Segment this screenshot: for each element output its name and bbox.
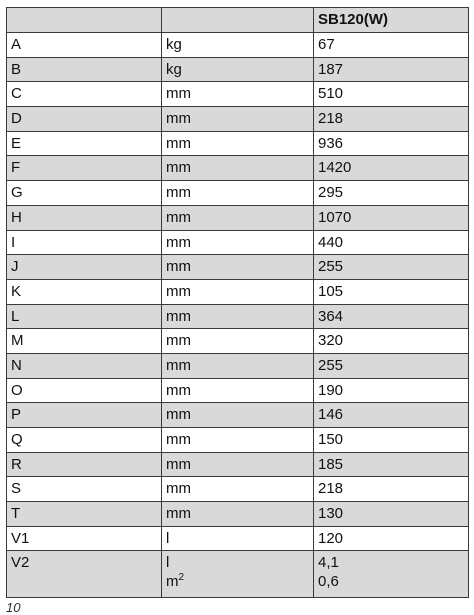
table-row [7, 131, 469, 156]
row-unit: mm [162, 156, 314, 181]
table-row [7, 452, 469, 477]
row-value: 105 [314, 279, 469, 304]
table-row [7, 329, 469, 354]
row-value: 185 [314, 452, 469, 477]
table-row [7, 255, 469, 280]
row-label: J [7, 255, 162, 280]
row-value: 255 [314, 255, 469, 280]
row-value: 218 [314, 477, 469, 502]
row-value: 67 [314, 33, 469, 58]
row-unit: mm [162, 107, 314, 132]
row-label: V2 [7, 551, 162, 598]
unit-litre: l [166, 554, 170, 572]
row-label: I [7, 230, 162, 255]
table-row [7, 477, 469, 502]
page-number: 10 [6, 600, 21, 615]
row-label: N [7, 353, 162, 378]
row-label: F [7, 156, 162, 181]
table-row [7, 57, 469, 82]
row-value: 187 [314, 57, 469, 82]
row-value: 936 [314, 131, 469, 156]
row-value: 130 [314, 502, 469, 527]
row-label: O [7, 378, 162, 403]
row-unit: kg [162, 57, 314, 82]
row-label: H [7, 205, 162, 230]
unit-base: m [166, 573, 179, 591]
row-label: T [7, 502, 162, 527]
row-label: E [7, 131, 162, 156]
row-unit: mm [162, 403, 314, 428]
row-value: 320 [314, 329, 469, 354]
row-value: 150 [314, 428, 469, 453]
row-label: L [7, 304, 162, 329]
row-label: M [7, 329, 162, 354]
row-value: 510 [314, 82, 469, 107]
row-label: D [7, 107, 162, 132]
row-unit: mm [162, 279, 314, 304]
row-value: 146 [314, 403, 469, 428]
table-row [7, 304, 469, 329]
table-row [7, 502, 469, 527]
table-row [7, 353, 469, 378]
table-row [7, 156, 469, 181]
table-row-v2 [7, 551, 469, 598]
row-label: Q [7, 428, 162, 453]
row-label: K [7, 279, 162, 304]
row-label: P [7, 403, 162, 428]
header-unit-cell [162, 8, 314, 33]
header-model-cell: SB120(W) [314, 8, 469, 33]
value-litre: 4,1 [318, 554, 339, 572]
row-value: 440 [314, 230, 469, 255]
row-value [314, 551, 469, 598]
row-value: 120 [314, 526, 469, 551]
row-unit: mm [162, 329, 314, 354]
row-unit: kg [162, 33, 314, 58]
row-unit: mm [162, 378, 314, 403]
table-row [7, 230, 469, 255]
table-row [7, 107, 469, 132]
table-row [7, 403, 469, 428]
header-label-cell [7, 8, 162, 33]
row-unit: l [162, 526, 314, 551]
row-unit: mm [162, 502, 314, 527]
table-row [7, 82, 469, 107]
row-label: A [7, 33, 162, 58]
row-value: 364 [314, 304, 469, 329]
unit-square-metre [166, 572, 313, 591]
table-row [7, 378, 469, 403]
row-unit: mm [162, 205, 314, 230]
row-label: C [7, 82, 162, 107]
value-square-metre: 0,6 [318, 573, 339, 591]
row-unit: mm [162, 181, 314, 206]
row-label: G [7, 181, 162, 206]
table-row [7, 279, 469, 304]
row-unit: mm [162, 255, 314, 280]
row-unit: mm [162, 452, 314, 477]
table-row [7, 181, 469, 206]
table-header-row [7, 8, 469, 33]
row-label: V1 [7, 526, 162, 551]
table-row [7, 33, 469, 58]
row-label: S [7, 477, 162, 502]
row-unit [162, 551, 314, 598]
unit-exponent: 2 [178, 572, 185, 584]
row-value: 190 [314, 378, 469, 403]
row-value: 218 [314, 107, 469, 132]
row-unit: mm [162, 230, 314, 255]
row-value: 295 [314, 181, 469, 206]
table-row [7, 205, 469, 230]
row-label: B [7, 57, 162, 82]
row-value: 1070 [314, 205, 469, 230]
table-row [7, 526, 469, 551]
row-value: 255 [314, 353, 469, 378]
row-unit: mm [162, 82, 314, 107]
row-unit: mm [162, 477, 314, 502]
row-unit: mm [162, 131, 314, 156]
row-value: 1420 [314, 156, 469, 181]
row-unit: mm [162, 353, 314, 378]
spec-table [6, 7, 469, 598]
table-row [7, 428, 469, 453]
row-label: R [7, 452, 162, 477]
row-unit: mm [162, 428, 314, 453]
row-unit: mm [162, 304, 314, 329]
